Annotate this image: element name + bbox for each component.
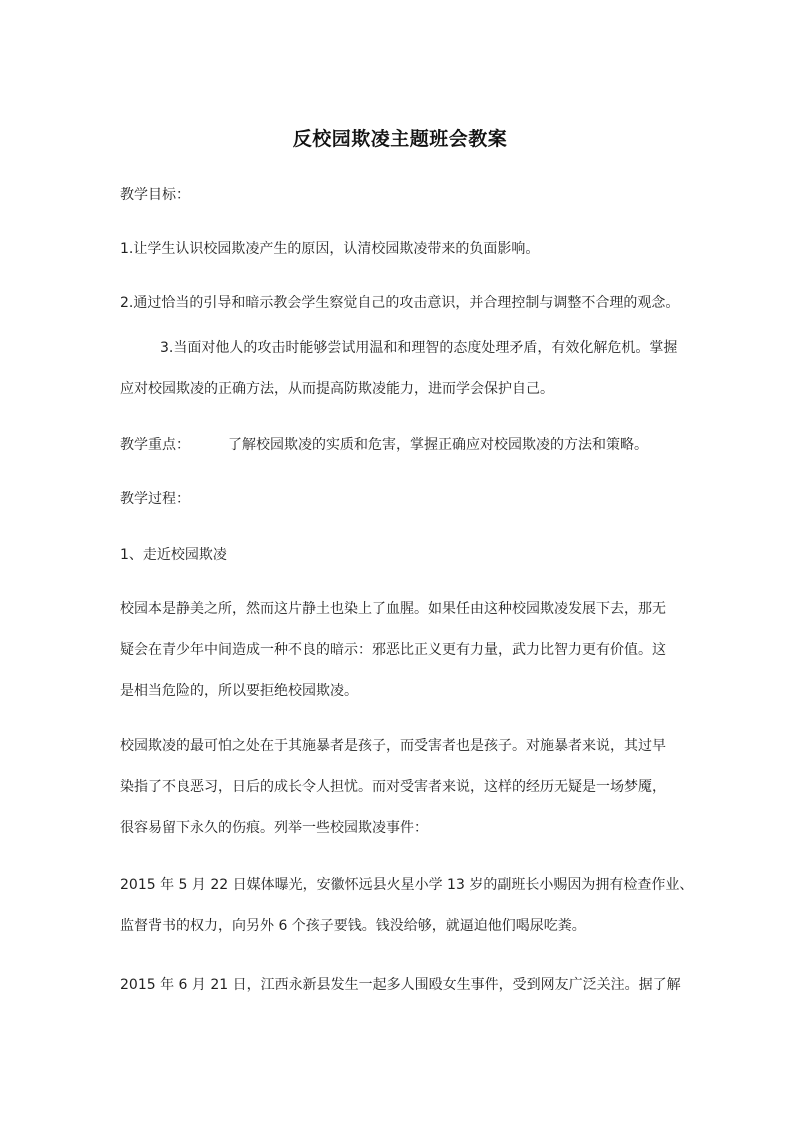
objective-item-2: 2.通过恰当的引导和暗示教会学生察觉自己的攻击意识，并合理控制与调整不合理的观念。 [120, 295, 680, 311]
focus-text: 了解校园欺凌的实质和危害，掌握正确应对校园欺凌的方法和策略。 [228, 437, 648, 453]
focus-label: 教学重点： [120, 437, 190, 453]
paragraph-2-line-3: 很容易留下永久的伤痕。列举一些校园欺凌事件： [120, 820, 428, 836]
process-heading: 教学过程： [120, 491, 190, 507]
paragraph-2-line-1: 校园欺凌的最可怕之处在于其施暴者是孩子，而受害者也是孩子。对施暴者来说，其过早 [120, 738, 666, 754]
paragraph-2-line-2: 染指了不良恶习，日后的成长令人担忧。而对受害者来说，这样的经历无疑是一场梦魇， [120, 779, 666, 795]
paragraph-1-line-3: 是相当危险的，所以要拒绝校园欺凌。 [120, 683, 358, 699]
case-1-line-2: 监督背书的权力，向另外 6 个孩子要钱。钱没给够，就逼迫他们喝尿吃粪。 [120, 918, 586, 934]
document-title: 反校园欺凌主题班会教案 [292, 128, 508, 150]
paragraph-1-line-2: 疑会在青少年中间造成一种不良的暗示：邪恶比正义更有力量，武力比智力更有价值。这 [120, 642, 666, 658]
case-2-line-1: 2015 年 6 月 21 日，江西永新县发生一起多人围殴女生事件，受到网友广泛关注。据了解 [120, 977, 681, 993]
objective-item-3-continued: 应对校园欺凌的正确方法，从而提高防欺凌能力，进而学会保护自己。 [120, 381, 554, 397]
paragraph-1-line-1: 校园本是静美之所，然而这片静土也染上了血腥。如果任由这种校园欺凌发展下去，那无 [120, 601, 666, 617]
objective-item-1: 1.让学生认识校园欺凌产生的原因，认清校园欺凌带来的负面影响。 [120, 241, 540, 257]
section-1-heading: 1、走近校园欺凌 [120, 547, 227, 563]
objective-item-3: 3.当面对他人的攻击时能够尝试用温和和理智的态度处理矛盾，有效化解危机。掌握 [160, 340, 678, 356]
objectives-heading: 教学目标： [120, 187, 190, 203]
case-1-line-1: 2015 年 5 月 22 日媒体曝光，安徽怀远县火星小学 13 岁的副班长小赐因为拥有检查作业、 [120, 877, 694, 893]
